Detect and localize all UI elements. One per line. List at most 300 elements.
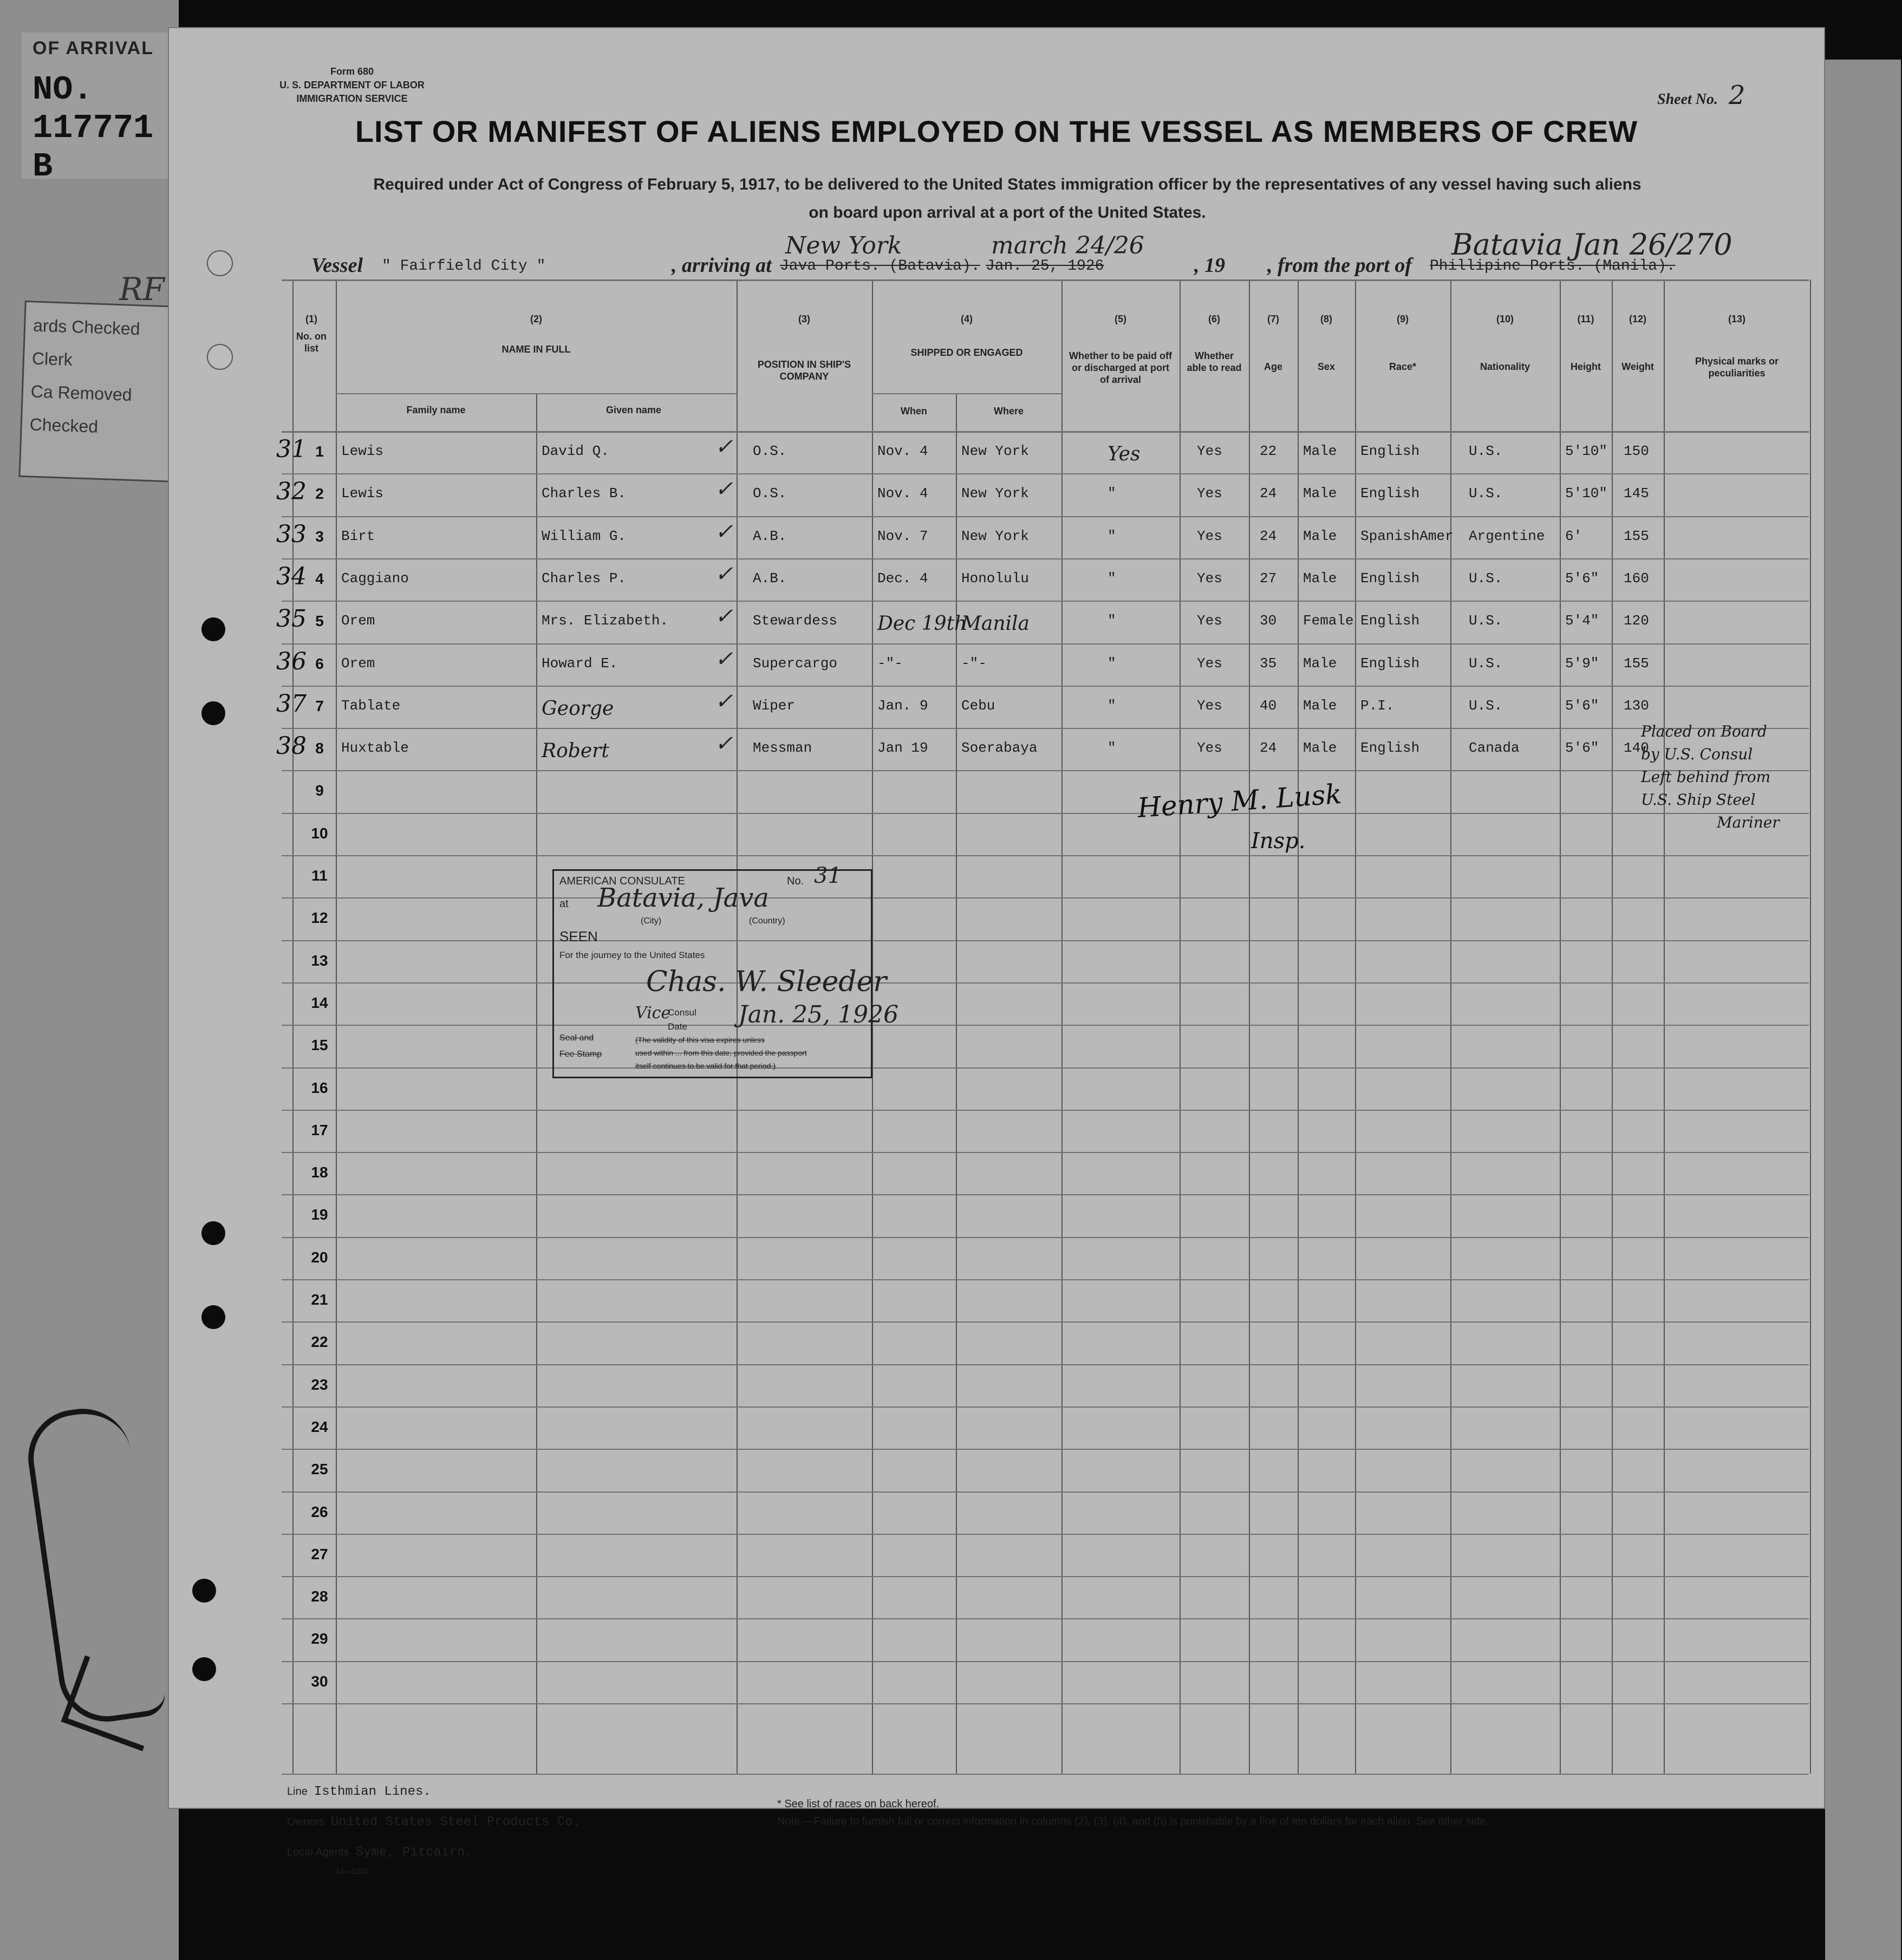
col-num-13: (13) — [1728, 314, 1745, 324]
able-to-read: Yes — [1197, 613, 1222, 629]
inspector-signature: Henry M. Lusk — [1136, 778, 1343, 824]
able-to-read: Yes — [1197, 528, 1222, 544]
col-label-5: Whether to be paid off or discharged at port of arrival — [1069, 350, 1172, 385]
owners-label: Owners — [287, 1816, 324, 1828]
weight: 120 — [1624, 613, 1649, 629]
handwritten-row-number: 33 — [276, 520, 307, 548]
footer-owners-row — [287, 1807, 581, 1837]
punch-hole — [201, 701, 225, 725]
row-rule — [282, 728, 1809, 729]
row-number: 9 — [315, 782, 324, 799]
col-label-11: Height — [1571, 361, 1601, 372]
subtitle-line: on board upon arrival at a port of the United States. — [809, 204, 1206, 222]
race: P.I. — [1360, 697, 1395, 714]
sheet-number — [1657, 80, 1745, 110]
age: 24 — [1260, 740, 1277, 757]
stamp-line: Checked — [29, 414, 99, 437]
row-number: 21 — [311, 1291, 328, 1308]
shipped-when: Jan. 9 — [877, 697, 928, 714]
remarks-note — [1641, 720, 1820, 834]
row-number: 5 — [315, 613, 324, 630]
check-mark: ✓ — [715, 646, 733, 672]
subcol-family: Family name — [406, 405, 466, 415]
height: 5'10" — [1565, 443, 1608, 459]
row-rule — [282, 643, 1809, 644]
sex: Male — [1303, 570, 1337, 587]
col-label-7: Age — [1263, 361, 1282, 372]
row-rule — [282, 473, 1809, 474]
shipped-when: Nov. 4 — [877, 485, 928, 502]
row-rule — [282, 1237, 1809, 1238]
position: A.B. — [753, 528, 787, 544]
row-prefix — [276, 478, 307, 506]
position: O.S. — [753, 485, 787, 502]
row-rule — [282, 1703, 1809, 1704]
sex: Female — [1303, 613, 1354, 629]
form-number: Form 680 — [330, 66, 374, 77]
col-num-9: (9) — [1397, 314, 1409, 324]
line-label: Line — [287, 1786, 308, 1798]
sex: Male — [1303, 740, 1337, 757]
nationality: U.S. — [1469, 570, 1503, 587]
given-name: George — [542, 697, 614, 720]
backing-sheet-right — [1825, 60, 1901, 1960]
service: IMMIGRATION SERVICE — [296, 93, 408, 104]
remark-line: Placed on Board — [1641, 722, 1767, 740]
height: 5'6" — [1565, 740, 1599, 757]
col-label-9: Race* — [1389, 361, 1417, 372]
arriving-typed: Java Ports. (Batavia). — [780, 258, 980, 275]
col-label-2: NAME IN FULL — [501, 344, 571, 355]
stamp-line: Ca Removed — [30, 381, 133, 405]
shipped-where: New York — [961, 528, 1029, 544]
shipped-where: Cebu — [961, 697, 995, 714]
row-prefix — [276, 562, 307, 590]
row-number: 28 — [311, 1588, 328, 1605]
remark-line: U.S. Ship Steel — [1641, 791, 1756, 809]
arrival-label: OF ARRIVAL — [32, 38, 154, 58]
nationality: Argentine — [1469, 528, 1545, 544]
row-rule — [282, 1110, 1809, 1111]
nationality: Canada — [1469, 740, 1520, 757]
family-name: Lewis — [341, 443, 384, 459]
voyage-line — [168, 227, 1825, 282]
shipped-where: New York — [961, 485, 1029, 502]
nationality: U.S. — [1469, 485, 1503, 502]
given-name: Robert — [542, 740, 609, 763]
race: English — [1360, 655, 1420, 672]
col-num-2: (2) — [530, 314, 542, 324]
height: 5'9" — [1565, 655, 1599, 672]
city-label: (City) — [641, 916, 662, 926]
age: 40 — [1260, 697, 1277, 714]
footer-info — [287, 1776, 581, 1875]
inspector-title: Insp. — [1251, 829, 1306, 854]
row-rule — [282, 431, 1809, 433]
subcol-given: Given name — [605, 405, 662, 415]
nationality: U.S. — [1469, 613, 1503, 629]
paid-off: " — [1108, 613, 1116, 629]
row-rule — [282, 770, 1809, 771]
shipped-when: Dec. 4 — [877, 570, 928, 587]
row-prefix — [276, 520, 307, 548]
consulate-heading: AMERICAN CONSULATE — [559, 875, 685, 887]
arriving-label: , arriving at — [672, 254, 772, 277]
subcol-when: When — [901, 406, 927, 416]
row-rule — [282, 1067, 1809, 1069]
col-label-6: Whether able to read — [1187, 350, 1242, 373]
print-code: 14—1240 — [336, 1867, 369, 1876]
age: 22 — [1260, 443, 1277, 459]
shipped-where: New York — [961, 443, 1029, 459]
shipped-where: -"- — [961, 655, 987, 672]
manifest-table — [276, 279, 1809, 1763]
validity-text: (The validity of this visa expires unless — [635, 1036, 765, 1044]
sheet-label: Sheet No. — [1657, 91, 1718, 108]
row-number: 20 — [311, 1248, 328, 1266]
stamp-line: ards Checked — [32, 315, 141, 339]
col-num-10: (10) — [1496, 314, 1514, 324]
subcol-where: Where — [993, 406, 1024, 416]
column-rule — [1560, 279, 1561, 1774]
shipped-when: Nov. 7 — [877, 528, 928, 544]
row-rule — [282, 516, 1809, 517]
check-mark: ✓ — [715, 434, 733, 459]
column-rule — [1298, 279, 1299, 1774]
sex: Male — [1303, 485, 1337, 502]
from-label: , from the port of — [1267, 254, 1412, 277]
punch-hole — [201, 1221, 225, 1245]
column-rule — [1810, 279, 1811, 1774]
weight: 155 — [1624, 655, 1649, 672]
row-number: 18 — [311, 1164, 328, 1181]
nationality: U.S. — [1469, 443, 1503, 459]
row-number: 24 — [311, 1418, 328, 1435]
sex: Male — [1303, 697, 1337, 714]
row-number: 13 — [311, 952, 328, 969]
col-label-3: POSITION IN SHIP'S COMPANY — [757, 359, 851, 382]
handwritten-row-number: 38 — [276, 732, 307, 760]
row-rule — [282, 855, 1809, 856]
family-name: Tablate — [341, 697, 401, 714]
sex: Male — [1303, 655, 1337, 672]
page-title: LIST OR MANIFEST OF ALIENS EMPLOYED ON THE VESSEL AS MEMBERS OF CREW — [355, 114, 1638, 148]
shipped-when: Dec 19th — [877, 613, 967, 635]
col-num-1: (1) — [305, 314, 317, 324]
date-hand: march 24/26 — [991, 232, 1144, 259]
row-number: 8 — [315, 740, 324, 757]
family-name: Orem — [341, 655, 375, 672]
consulate-at-label: at — [559, 898, 569, 910]
paid-off: " — [1108, 655, 1116, 672]
races-note: * See list of races on back hereof. — [777, 1798, 940, 1810]
col-label-12: Weight — [1621, 361, 1654, 372]
paid-off: " — [1108, 485, 1116, 502]
vessel-label: Vessel — [311, 254, 363, 277]
row-rule — [282, 813, 1809, 814]
col-num-12: (12) — [1629, 314, 1646, 324]
weight: 140 — [1624, 740, 1649, 757]
paid-off: " — [1108, 570, 1116, 587]
row-number: 1 — [315, 443, 324, 460]
check-mark: ✓ — [715, 561, 733, 587]
row-number: 30 — [311, 1672, 328, 1690]
punch-hole — [192, 1579, 216, 1603]
weight: 130 — [1624, 697, 1649, 714]
given-name: Mrs. Elizabeth. — [542, 613, 669, 629]
row-number: 14 — [311, 994, 328, 1011]
check-mark: ✓ — [715, 604, 733, 629]
col-num-5: (5) — [1115, 314, 1126, 324]
shipped-where: Soerabaya — [961, 740, 1038, 757]
position: Supercargo — [753, 655, 838, 672]
row-number: 23 — [311, 1376, 328, 1393]
col-num-8: (8) — [1320, 314, 1332, 324]
col-num-3: (3) — [798, 314, 810, 324]
age: 30 — [1260, 613, 1277, 629]
consulate-no-label: No. — [787, 875, 804, 887]
punch-hole — [201, 1305, 225, 1329]
shipped-where: Manila — [961, 613, 1030, 635]
row-rule — [282, 601, 1809, 602]
vessel-name: " Fairfield City " — [382, 258, 546, 275]
weight: 145 — [1624, 485, 1649, 502]
check-stamp — [18, 301, 185, 483]
manifest-sheet — [168, 27, 1825, 1876]
row-number: 19 — [311, 1206, 328, 1223]
able-to-read: Yes — [1197, 655, 1222, 672]
row-number: 26 — [311, 1503, 328, 1520]
race: English — [1360, 740, 1420, 757]
col-label-13: Physical marks or peculiarities — [1695, 356, 1779, 379]
check-mark: ✓ — [715, 519, 733, 544]
subheader-rule — [336, 393, 737, 394]
row-number: 6 — [315, 655, 324, 672]
row-rule — [282, 897, 1809, 898]
able-to-read: Yes — [1197, 570, 1222, 587]
position: A.B. — [753, 570, 787, 587]
given-name: Howard E. — [542, 655, 618, 672]
handwritten-row-number: 31 — [276, 435, 307, 463]
seal-label: Seal and — [559, 1033, 594, 1043]
family-name: Huxtable — [341, 740, 409, 757]
col-label-8: Sex — [1317, 361, 1336, 372]
footer-line-row — [287, 1776, 581, 1807]
given-name: Charles B. — [542, 485, 627, 502]
country-label: (Country) — [749, 916, 785, 926]
column-rule — [1664, 279, 1665, 1774]
age: 24 — [1260, 485, 1277, 502]
race: English — [1360, 485, 1420, 502]
footer-agents-row — [287, 1837, 581, 1867]
height: 6' — [1565, 528, 1582, 544]
age: 27 — [1260, 570, 1277, 587]
given-name: William G. — [542, 528, 627, 544]
row-rule — [282, 1025, 1809, 1026]
row-rule — [282, 1279, 1809, 1280]
able-to-read: Yes — [1197, 443, 1222, 459]
weight: 150 — [1624, 443, 1649, 459]
column-rule — [1355, 279, 1356, 1774]
agents-label: Local Agents — [287, 1846, 349, 1858]
stamp-line: Clerk — [31, 348, 73, 370]
sex: Male — [1303, 443, 1337, 459]
shipped-when: Jan 19 — [877, 740, 928, 757]
fine-note: Note.—Failure to furnish full or correct information in columns (2), (3), (4), and (5) is punishable by a fine of ten dollars for each alien. See other side. — [777, 1815, 1489, 1827]
nationality: U.S. — [1469, 697, 1503, 714]
row-rule — [282, 1364, 1809, 1365]
col-label-1: No. on list — [296, 331, 327, 354]
column-rule — [336, 279, 337, 1774]
remark-line: Left behind from — [1641, 768, 1771, 786]
handwritten-row-number: 35 — [276, 605, 307, 633]
row-rule — [282, 1534, 1809, 1535]
col-num-4: (4) — [961, 314, 973, 324]
row-rule — [282, 1406, 1809, 1408]
height: 5'10" — [1565, 485, 1608, 502]
position: Wiper — [753, 697, 796, 714]
col-label-4: SHIPPED OR ENGAGED — [910, 347, 1023, 358]
weight: 155 — [1624, 528, 1649, 544]
check-mark: ✓ — [715, 477, 733, 502]
date-label: Date — [668, 1021, 687, 1032]
validity-text: used within ... from this date, provided the passport — [635, 1049, 807, 1057]
consulate-stamp — [552, 863, 899, 1078]
sex: Male — [1303, 528, 1337, 544]
consulate-date: Jan. 25, 1926 — [738, 1001, 899, 1028]
shipped-where: Honolulu — [961, 570, 1029, 587]
col-num-11: (11) — [1577, 314, 1594, 324]
consul-label: Consul — [668, 1007, 696, 1018]
row-prefix — [276, 647, 307, 675]
family-name: Caggiano — [341, 570, 409, 587]
margin-initials: RF — [119, 271, 165, 308]
validity-text: itself continues to be valid for that period.) — [635, 1062, 776, 1070]
given-name: Charles P. — [542, 570, 627, 587]
row-rule — [282, 1774, 1809, 1775]
remark-line: by U.S. Consul — [1641, 745, 1753, 763]
race: English — [1360, 570, 1420, 587]
row-number: 25 — [311, 1461, 328, 1478]
sheet-value: 2 — [1729, 80, 1745, 110]
row-number: 29 — [311, 1630, 328, 1648]
row-rule — [282, 940, 1809, 941]
vice-label: Vice — [635, 1004, 671, 1023]
height: 5'6" — [1565, 697, 1599, 714]
position: Stewardess — [753, 613, 838, 629]
agents-value: Syme, Pitcairn. — [355, 1845, 473, 1860]
row-number: 22 — [311, 1333, 328, 1351]
position: Messman — [753, 740, 812, 757]
column-rule — [1612, 279, 1613, 1774]
family-name: Lewis — [341, 485, 384, 502]
punch-hole — [201, 617, 225, 641]
row-number: 11 — [311, 867, 328, 884]
year-label: , 19 — [1194, 254, 1225, 277]
row-prefix — [276, 435, 307, 463]
journey-label: For the journey to the United States — [559, 950, 705, 960]
check-mark: ✓ — [715, 688, 733, 714]
position: O.S. — [753, 443, 787, 459]
remark-line: Mariner — [1717, 813, 1780, 831]
owners-value: United States Steel Products Co. — [330, 1815, 581, 1829]
row-rule — [282, 686, 1809, 687]
row-number: 10 — [311, 824, 328, 842]
row-rule — [282, 1321, 1809, 1323]
shipped-when: Nov. 4 — [877, 443, 928, 459]
row-rule — [282, 1449, 1809, 1450]
row-rule — [282, 279, 1809, 281]
line-value: Isthmian Lines. — [314, 1785, 431, 1799]
col-label-10: Nationality — [1480, 361, 1530, 372]
subtitle-line: Required under Act of Congress of February 5, 1917, to be delivered to the United States immigration officer by the representatives of any vessel having such aliens — [373, 175, 1642, 193]
row-prefix — [276, 689, 307, 718]
row-number: 7 — [315, 697, 324, 714]
consul-signature: Chas. W. Sleeder — [646, 966, 887, 998]
column-rule — [1061, 279, 1063, 1774]
punch-hole — [192, 1657, 216, 1681]
row-prefix — [276, 605, 307, 633]
row-number: 16 — [311, 1079, 328, 1096]
column-rule — [1180, 279, 1181, 1774]
paid-off: " — [1108, 697, 1116, 714]
age: 35 — [1260, 655, 1277, 672]
given-name: David Q. — [542, 443, 609, 459]
row-rule — [282, 1576, 1809, 1577]
department: U. S. DEPARTMENT OF LABOR — [279, 80, 425, 90]
nationality: U.S. — [1469, 655, 1503, 672]
able-to-read: Yes — [1197, 697, 1222, 714]
able-to-read: Yes — [1197, 740, 1222, 757]
row-number: 15 — [311, 1037, 328, 1054]
handwritten-row-number: 34 — [276, 562, 307, 590]
page-subtitle — [276, 171, 1738, 227]
fee-label: Fee Stamp — [559, 1050, 602, 1059]
col-num-7: (7) — [1267, 314, 1279, 324]
paid-off: " — [1108, 528, 1116, 544]
footer-note — [777, 1795, 1489, 1830]
handwritten-row-number: 37 — [276, 689, 307, 718]
punch-hole — [207, 344, 233, 370]
arrival-tab — [22, 32, 184, 186]
row-rule — [282, 1492, 1809, 1493]
handwritten-row-number: 32 — [276, 478, 307, 506]
row-number: 2 — [315, 485, 324, 503]
column-rule — [1249, 279, 1250, 1774]
seen-label: SEEN — [559, 928, 598, 945]
column-rule — [1450, 279, 1451, 1774]
row-rule — [282, 1194, 1809, 1195]
row-rule — [282, 1152, 1809, 1153]
date-typed: Jan. 25, 1926 — [986, 258, 1104, 275]
height: 5'4" — [1565, 613, 1599, 629]
race: SpanishAmer — [1360, 528, 1454, 544]
race: English — [1360, 443, 1420, 459]
shipped-when: -"- — [877, 655, 903, 672]
age: 24 — [1260, 528, 1277, 544]
col-num-6: (6) — [1208, 314, 1220, 324]
consulate-place: Batavia, Java — [597, 883, 769, 913]
row-number: 27 — [311, 1545, 328, 1562]
row-number: 3 — [315, 528, 324, 545]
row-rule — [282, 1618, 1809, 1619]
able-to-read: Yes — [1197, 485, 1222, 502]
arriving-hand: New York — [785, 232, 902, 259]
row-number: 4 — [315, 570, 324, 587]
from-typed: Phillipine Ports. (Manila). — [1430, 258, 1676, 275]
subheader-rule — [872, 393, 1061, 394]
weight: 160 — [1624, 570, 1649, 587]
